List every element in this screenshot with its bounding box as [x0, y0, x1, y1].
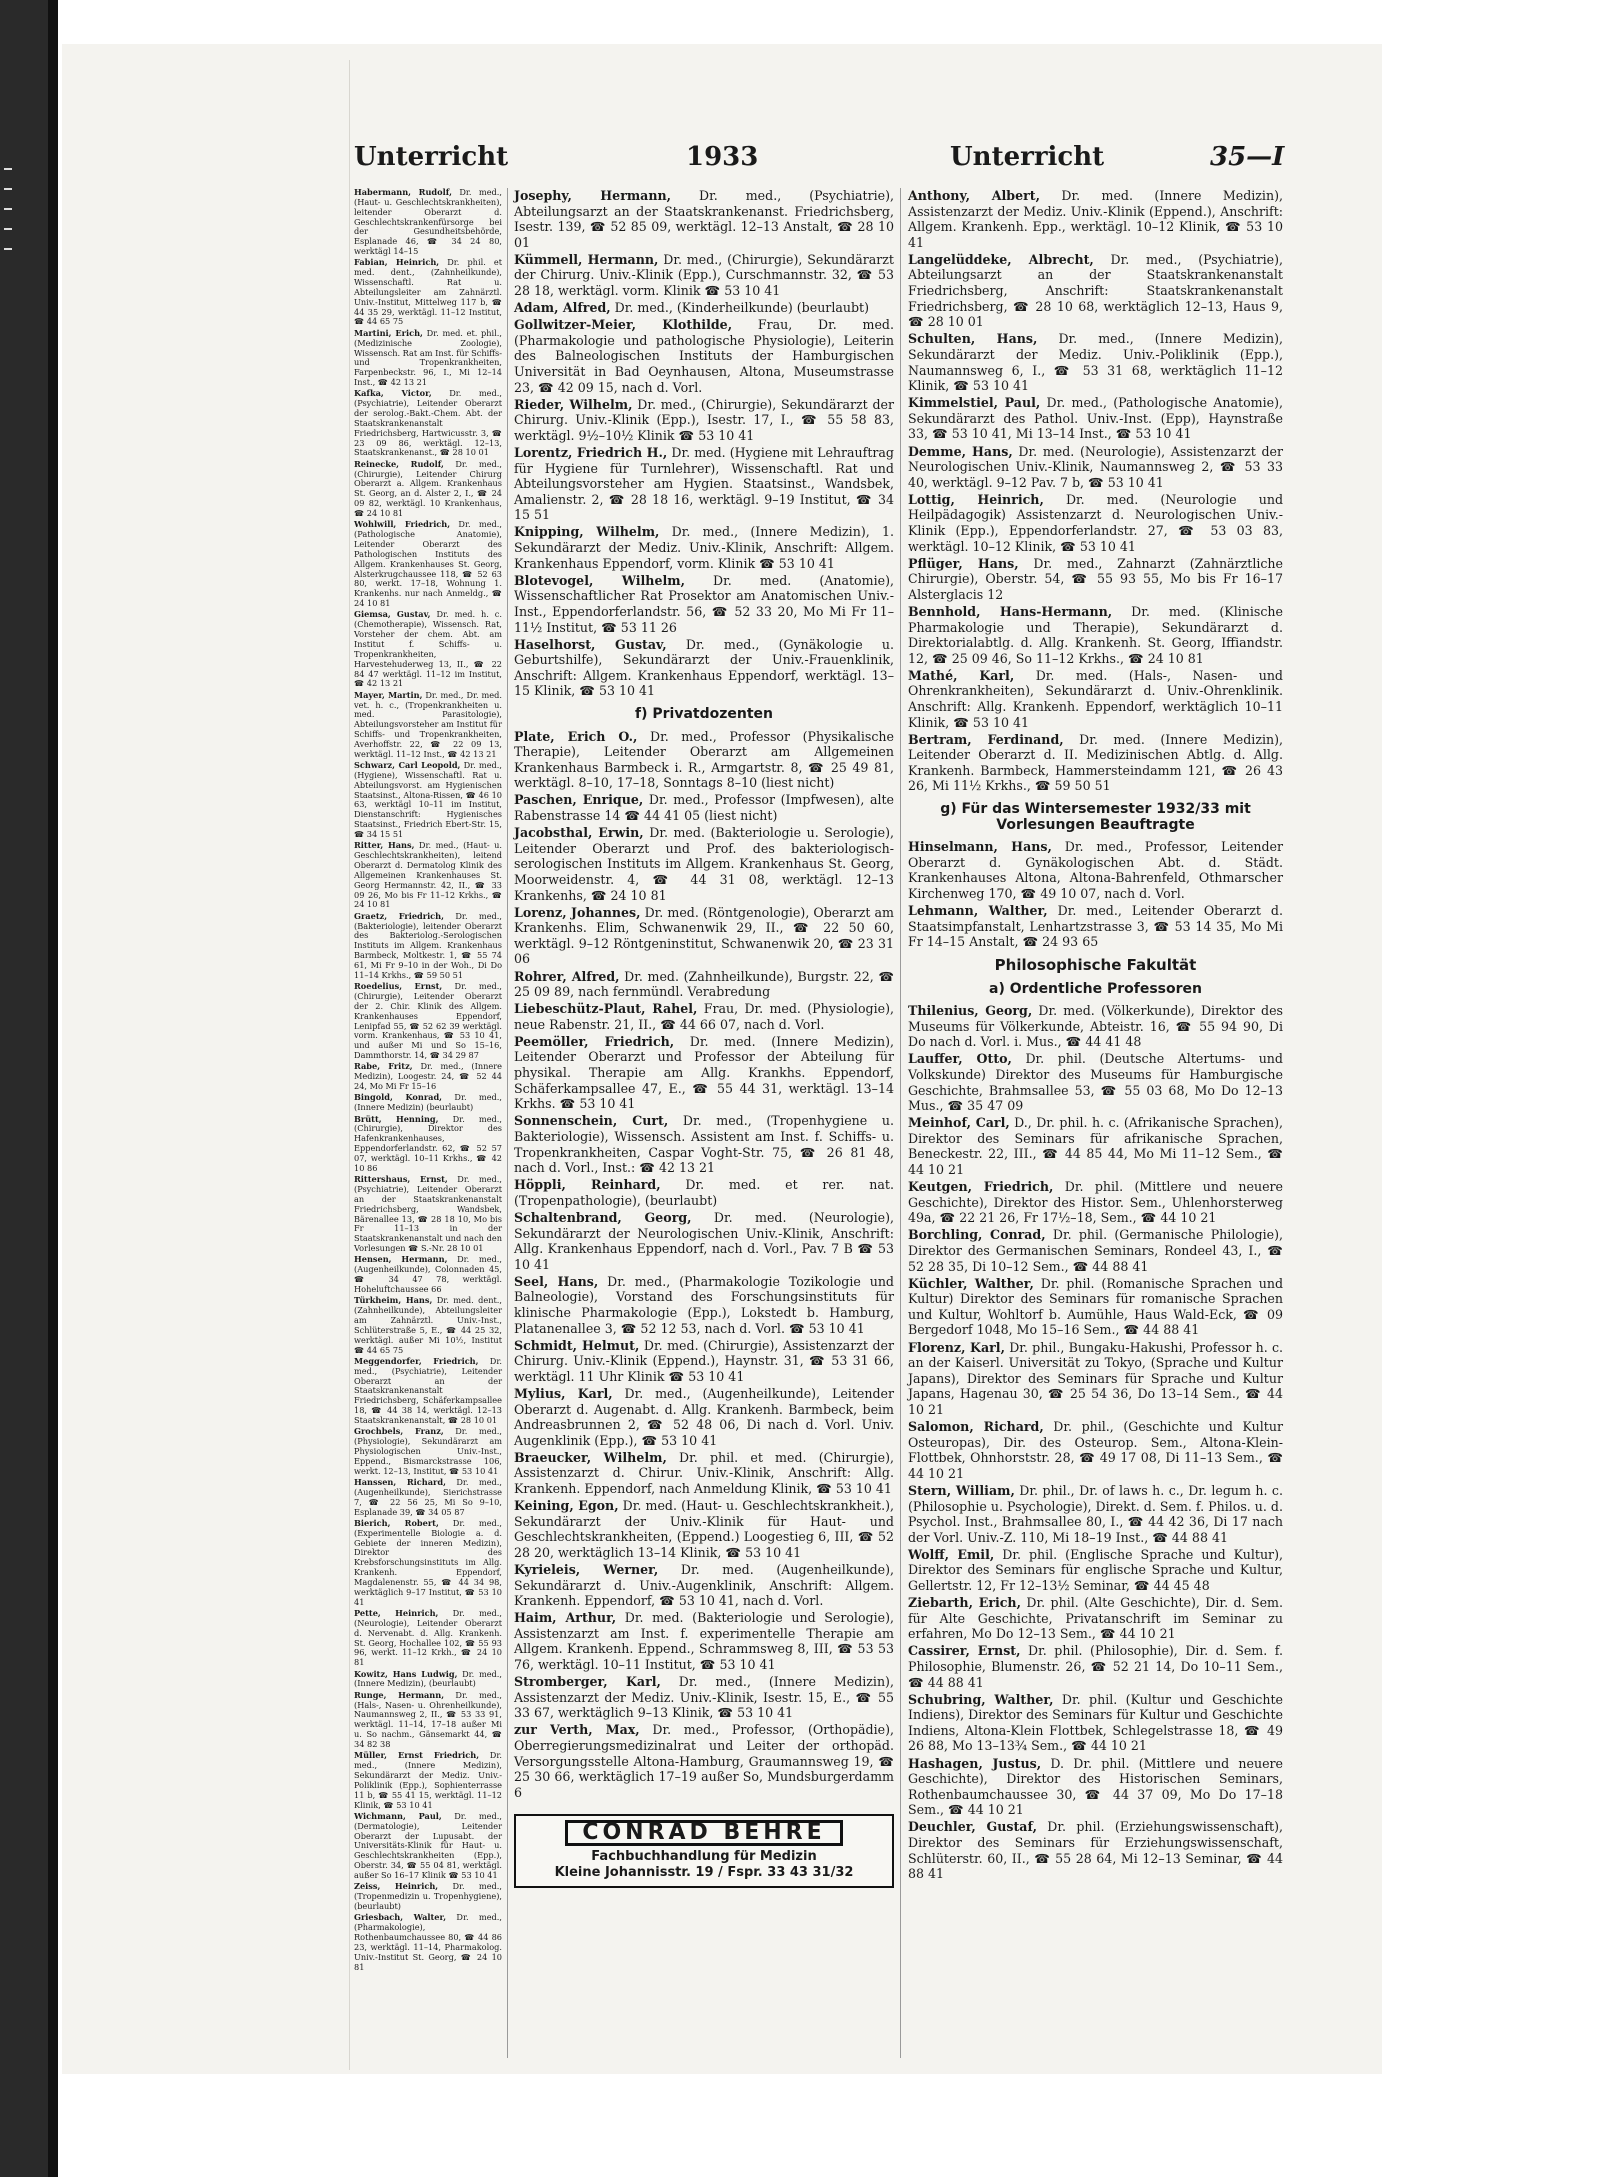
- directory-entry: [514, 397, 894, 444]
- entry-details: Dr. phil. (Mittlere und neuere Geschichte), Direktor des Histor. Sem., Uhlenhorsterweg 49a, ☎ 22 21 26, Fr 17½–18, Sem., ☎ 44 10 21: [908, 1179, 1284, 1226]
- entry-details: Dr. med. (Innere Medizin), Leitender Oberarzt und Professor der Abteilung für physikal. Therapie am Allg. Krankhs. Eppendorf, Schäferkampsallee 47, E., ☎ 55 44 31, werktägl. 13–14 Krkhs. ☎ 53 10 41: [514, 1033, 894, 1112]
- directory-entry: [514, 792, 894, 823]
- entry-name: Lottig, Heinrich,: [908, 491, 1044, 507]
- column-3: [908, 188, 1283, 1883]
- entry-details: Dr. med. (Haut- u. Geschlechtskrankheit.), Sekundärarzt der Univ.-Klinik für Haut- und Geschlechtskrankheiten, (Eppend.) Loogestieg 6, III, ☎ 52 28 20, werktäglich 13–14 Klinik, ☎ 53 10 41: [514, 1498, 894, 1560]
- entry-name: Kafka, Victor,: [354, 388, 432, 399]
- entry-details: Dr. med., (Tropenhygiene u. Bakteriologie), Wissensch. Assistent am Inst. f. Schiffs- u. Tropenkrankheiten, Caspar Voght-Str. 75, ☎ 26 81 48, nach d. Vorl., Inst.: ☎ 42 13 21: [514, 1113, 894, 1176]
- entry-details: Dr. med., (Tropenmedizin u. Tropenhygiene), (beurlaubt): [354, 1881, 502, 1911]
- entry-name: Wichmann, Paul,: [354, 1810, 442, 1821]
- entry-name: Griesbach, Walter,: [354, 1912, 447, 1923]
- scan-right-margin: [1382, 0, 1600, 2177]
- entry-name: Müller, Ernst Friedrich,: [354, 1750, 480, 1761]
- column-1: [354, 188, 502, 1974]
- entry-details: Dr. med., (Gynäkologie u. Geburtshilfe), Sekundärarzt der Univ.-Frauenklinik, Anschrift: Allgem. Krankenhaus Eppendorf, werktägl. 13–15 Klinik, ☎ 53 10 41: [514, 636, 895, 699]
- entry-name: Adam, Alfred,: [514, 300, 611, 316]
- entry-name: Bertram, Ferdinand,: [908, 731, 1064, 747]
- entry-name: Langelüddeke, Albrecht,: [908, 251, 1094, 267]
- page-number: 35—I: [1210, 142, 1285, 172]
- directory-entry: [908, 1340, 1283, 1418]
- entry-details: Dr. med. (Hygiene mit Lehrauftrag für Hygiene für Turnlehrer), Wissenschaftl. Rat und Abteilungsvorsteher am Hygien. Staatsinst., Wandsbek, Amalienstr. 2, ☎ 28 18 16, werktägl. 9–19 Institut, ☎ 34 15 51: [514, 445, 894, 523]
- entry-details: Dr. med., (Hals-, Nasen- u. Ohrenheilkunde), Naumannsweg 2, II., ☎ 53 33 91, werktägl. 11–14, 17–18 außer Mi u. So nachm., Gänsemarkt 44, ☎ 34 82 38: [354, 1689, 502, 1749]
- scan-edge: [48, 0, 58, 2177]
- directory-entry: [514, 1722, 894, 1800]
- directory-entry: [908, 668, 1283, 730]
- entry-name: Lorenz, Johannes,: [514, 904, 641, 920]
- entry-name: Stern, William,: [908, 1482, 1015, 1498]
- entry-name: Lauffer, Otto,: [908, 1051, 1012, 1067]
- directory-entry: [908, 1276, 1283, 1338]
- entry-details: Dr. med. (Augenheilkunde), Sekundärarzt d. Univ.-Augenklinik, Anschrift: Allgem. Krankenh. Eppendorf, ☎ 53 10 41, nach d. Vorl.: [514, 1561, 895, 1609]
- entry-details: Dr. phil. (Englische Sprache und Kultur), Direktor des Seminars für englische Sprache und Kultur, Gellertstr. 12, Fr 12–13½ Seminar, ☎ 44 45 48: [908, 1546, 1283, 1593]
- entry-details: Dr. med., (Pharmakologie Tozikologie und Balneologie), Vorstand des Forschungsinstituts für klinische Pharmakologie (Epp.), Lokstedt b. Hamburg, Platanenallee 3, ☎ 52 12 53, nach d. Vorl. ☎ 53 10 41: [514, 1273, 894, 1336]
- entry-name: Meinhof, Carl,: [908, 1115, 1010, 1131]
- entry-name: Kowitz, Hans Ludwig,: [354, 1668, 458, 1679]
- directory-entry: [354, 912, 502, 981]
- entry-details: Dr. phil. et med. (Chirurgie), Assistenzarzt d. Chirur. Univ.-Klinik, Anschrift: Allg. Krankenh. Eppendorf, nach Anmeldung Klinik, ☎ 53 10 41: [514, 1449, 894, 1496]
- entry-details: Dr. med., (Psychiatrie), Abteilungsarzt an der Staatskrankenanst. Friedrichsberg, Isestr. 139, ☎ 52 85 09, werktägl. 12–13 Anstalt, ☎ 28 10 01: [514, 188, 894, 250]
- directory-entry: [514, 252, 894, 299]
- entry-details: Dr. med., (Pathologische Anatomie), Sekundärarzt des Pathol. Univ.-Inst. (Epp), Haynstraße 33, ☎ 53 10 41, Mi 13–14 Inst., ☎ 53 10 41: [908, 395, 1283, 442]
- entry-name: Martini, Erich,: [354, 327, 423, 338]
- entry-name: Rohrer, Alfred,: [514, 968, 620, 984]
- directory-entry: [354, 610, 502, 689]
- directory-entry: [354, 258, 502, 327]
- directory-entry: [514, 1210, 894, 1272]
- directory-entry: [908, 188, 1283, 250]
- entry-details: Dr. med. (Bakteriologie und Serologie), Assistenzarzt am Inst. f. experimentelle Therapie am Allgem. Krankenh. Eppend., Schrammsweg 8, III, ☎ 53 53 76, werktägl. 10–11 Institut, ☎ 53 10 41: [514, 1610, 894, 1673]
- entry-details: Dr. med. (Röntgenologie), Oberarzt am Krankenhs. Elim, Schwanenwik 29, II., ☎ 22 50 60, werktägl. 9–12 Röntgeninstitut, Schwanenwik 20, ☎ 23 31 06: [514, 904, 894, 967]
- entry-name: Lorentz, Friedrich H.,: [514, 445, 668, 460]
- directory-entry: [354, 841, 502, 910]
- entry-details: Dr. med., (Bakteriologie), leitender Oberarzt des Bakteriolog.-Serologischen Instituts im Allgem. Krankenhaus Barmbeck, Moltkestr. 1, ☎ 55 74 61, Mi Fr 9–10 in der Woh., Di Do 11–14 Krkhs., ☎ 59 50 51: [354, 910, 502, 980]
- directory-entry: [908, 1003, 1283, 1050]
- entry-details: Dr. med. (Völkerkunde), Direktor des Museums für Völkerkunde, Abteistr. 16, ☎ 55 94 90, Di Do nach d. Vorl. i. Mus., ☎ 44 41 48: [908, 1003, 1283, 1050]
- entry-details: Dr. med., (Innere Medizin), Loogestr. 24, ☎ 52 44 24, Mo Mi Fr 15–16: [354, 1061, 502, 1092]
- entry-name: Roedelius, Ernst,: [354, 981, 443, 992]
- entry-name: Seel, Hans,: [514, 1273, 599, 1289]
- entry-name: Blotevogel, Wilhelm,: [514, 572, 685, 588]
- entry-details: Dr. phil., Dr. of laws h. c., Dr. legum h. c. (Philosophie u. Psychologie), Direkt. d. Sem. f. Philos. u. d. Psychol. Inst., Brahmsallee 80, I., ☎ 44 42 36, Di 17 nach der Vorl. Univ.-Z. 110, Mi 18–19 Inst., ☎ 44 88 41: [908, 1482, 1283, 1545]
- entry-details: Dr. med. dent., (Zahnheilkunde), Abteilungsleiter am Zahnärztl. Univ.-Inst., Schlüterstraße 5, E., ☎ 44 25 32, werktägl. außer Mi 10½, Institut ☎ 44 65 75: [354, 1295, 502, 1355]
- directory-entry: [514, 1498, 894, 1560]
- entry-name: Runge, Hermann,: [354, 1689, 445, 1700]
- entry-details: Dr. med. (Anatomie), Wissenschaftlicher Rat Prosektor am Anatomischen Univ.-Inst., Eppendorferlandstr. 56, ☎ 52 33 20, Mo Mi Fr 11–11½ Institut, ☎ 53 11 26: [514, 572, 894, 635]
- entry-details: D. Dr. phil. (Mittlere und neuere Geschichte), Direktor des Historischen Seminars, Rothenbaumchaussee 30, ☎ 44 37 09, Mo Do 17–18 Sem., ☎ 44 10 21: [908, 1755, 1283, 1818]
- directory-entry: [908, 331, 1283, 393]
- entry-name: Rittershaus, Ernst,: [354, 1174, 448, 1185]
- entry-details: Dr. med., (Pharmakologie), Rothenbaumchaussee 80, ☎ 44 86 23, werktägl. 11–14, Pharmakolog. Univ.-Institut St. Georg, ☎ 24 10 81: [354, 1912, 502, 1972]
- entry-details: Dr. med., Dr. med. vet. h. c., (Tropenkrankheiten u. med. Parasitologie), Abteilungsvorsteher am Institut für Schiffs- und Tropenkrankheiten, Averhoffstr. 22, ☎ 22 09 13, werktägl. 11–12 Inst., ☎ 42 13 21: [354, 689, 502, 759]
- directory-entry: [514, 729, 894, 791]
- directory-entry: [514, 1177, 894, 1208]
- entry-details: Dr. med., Professor (Impfwesen), alte Rabenstrasse 14 ☎ 44 41 05 (liest nicht): [514, 792, 894, 824]
- directory-entry: [514, 1113, 894, 1175]
- entry-name: Bierich, Robert,: [354, 1517, 439, 1528]
- entry-name: Florenz, Karl,: [908, 1339, 1005, 1355]
- entry-details: Dr. phil., Bungaku-Hakushi, Professor h. c. an der Kaiserl. Universität zu Tokyo, (Sprache und Kultur Japans), Direktor des Seminars für Sprache und Kultur Japans, Hagenau 30, ☎ 25 54 36, Do 13–14 Sem., ☎ 44 10 21: [908, 1339, 1284, 1417]
- entry-details: Dr. med. et. phil., (Medizinische Zoologie), Wissensch. Rat am Inst. für Schiffs- und Tropenkrankheiten, Farpenbeckstr. 96, I., Mi 12–14 Inst., ☎ 42 13 21: [354, 327, 502, 388]
- entry-details: Dr. med. et rer. nat. (Tropenpathologie), (beurlaubt): [514, 1177, 894, 1208]
- entry-details: Dr. med. (Neurologie und Heilpädagogik) Assistenzarzt d. Neurologischen Univ.-Klinik (Epp.), Eppendorferlandstr. 27, ☎ 53 03 83, werktägl. 10–12 Klinik, ☎ 53 10 41: [908, 491, 1283, 554]
- directory-entry: [354, 1255, 502, 1294]
- entry-name: Wolff, Emil,: [908, 1546, 995, 1562]
- entry-details: D., Dr. phil. h. c. (Afrikanische Sprachen), Direktor des Seminars für afrikanische Sprachen, Beneckestr. 22, III., ☎ 44 85 44, Mo Mi 11–12 Sem., ☎ 44 10 21: [908, 1115, 1284, 1178]
- directory-entry: [354, 1691, 502, 1750]
- entry-details: Dr. med., (Chirurgie), Leitender Oberarzt der 2. Chir. Klinik des Allgem. Krankenhauses Eppendorf, Lenipfad 55, ☎ 52 62 39 werktägl. vorm. Krankenhaus, ☎ 53 10 41, und außer Mi und So 15–16, Dammthorstr. 14, ☎ 34 29 87: [354, 981, 502, 1061]
- directory-entry: [354, 1670, 502, 1690]
- entry-name: Hashagen, Justus,: [908, 1755, 1042, 1771]
- entry-details: Dr. med., (Hygiene), Wissenschaftl. Rat u. Abteilungsvorst. am Hygienischen Staatsinst., Altona-Rissen, ☎ 46 10 63, werktägl 10–11 im Institut, Dienstanschrift: Hygienisches Staatsinst., Friedrich Ebert-Str. 15, ☎ 34 15 51: [354, 760, 502, 839]
- entry-name: Schmidt, Helmut,: [514, 1337, 640, 1353]
- entry-details: Dr. med., (Psychiatrie), Abteilungsarzt an der Staatskrankenanstalt Friedrichsberg, Anschrift: Staatskrankenanstalt Friedrichsberg, ☎ 28 10 68, werktäglich 12–13, Haus 9, ☎ 28 10 01: [908, 251, 1283, 330]
- entry-name: Schwarz, Carl Leopold,: [354, 760, 461, 771]
- directory-entry: [354, 1115, 502, 1174]
- directory-entry: [354, 1519, 502, 1608]
- entry-name: Habermann, Rudolf,: [354, 187, 452, 197]
- entry-details: Dr. med., Professor (Physikalische Therapie), Leitender Oberarzt am Allgemeinen Krankenhaus Barmbeck i. R., Armgartstr. 8, ☎ 25 49 81, werktägl. 8–10, 17–18, Sonntags 8–10 (liest nicht): [514, 728, 894, 791]
- entry-name: Keining, Egon,: [514, 1498, 619, 1514]
- entry-details: Dr. med., Professor, (Orthopädie), Oberregierungsmedizinalrat und Leiter der orthopäd. Versorgungsstelle Altona-Hamburg, Graumannsweg 19, ☎ 25 30 66, werktäglich 17–19 außer So, Mundsburgerdamm 6: [514, 1722, 894, 1800]
- section-heading: a) Ordentliche Professoren: [989, 980, 1202, 997]
- entry-details: Dr. med., (Innere Medizin), Sekundärarzt der Mediz. Univ.-Poliklinik (Epp.), Naumannsweg 6, I., ☎ 53 31 68, werktäglich 11–12 Klinik, ☎ 53 10 41: [908, 331, 1283, 394]
- directory-entry: [354, 1175, 502, 1254]
- entry-name: Rabe, Fritz,: [354, 1061, 413, 1072]
- entry-details: Dr. med., (Augenheilkunde), Leitender Oberarzt d. Augenabt. d. Allg. Krankenh. Barmbeck, beim Andreasbrunnen 2, ☎ 52 48 06, Di nach d. Vorl. Univ. Augenklinik (Epp.), ☎ 53 10 41: [514, 1385, 894, 1448]
- entry-name: Schaltenbrand, Georg,: [514, 1209, 692, 1225]
- directory-entry: [908, 1643, 1283, 1690]
- entry-details: Dr. med. (Zahnheilkunde), Burgstr. 22, ☎ 25 09 89, nach fernmündl. Verabredung: [514, 968, 895, 1000]
- entry-name: Peemöller, Friedrich,: [514, 1033, 675, 1049]
- directory-entry: [514, 1034, 894, 1112]
- entry-details: Dr. med., (Psychiatrie), Leitender Oberarzt an der Staatskrankenanstalt Friedrichsberg, Schäferkampsallee 18, ☎ 44 38 14, werktägl. 12–13 Staatskrankenanstalt, ☎ 28 10 01: [354, 1355, 502, 1425]
- directory-entry: [908, 1692, 1283, 1754]
- entry-name: Hinselmann, Hans,: [908, 839, 1052, 855]
- entry-details: Dr. med., (Augenheilkunde), Colonnaden 45, ☎ 34 47 78, werktägl. Hoheluftchaussee 66: [354, 1254, 502, 1294]
- directory-entry: [908, 1483, 1283, 1545]
- entry-details: Dr. med., (Chirurgie), Direktor des Hafenkrankenhauses, Eppendorferlandstr. 62, ☎ 52 57 07, werktägl. 10–11 Krkhs., ☎ 42 10 86: [354, 1113, 502, 1173]
- directory-entry: [354, 1478, 502, 1517]
- entry-name: Ziebarth, Erich,: [908, 1595, 1021, 1611]
- directory-entry: [908, 252, 1283, 330]
- directory-entry: [354, 1357, 502, 1426]
- entry-name: Fabian, Heinrich,: [354, 257, 440, 268]
- entry-details: Dr. med. (Neurologie), Assistenzarzt der Neurologischen Univ.-Klinik, Naumannsweg 2, ☎ 53 33 40, werktägl. 9–12 Pav. 7 b, ☎ 53 10 41: [908, 443, 1283, 490]
- directory-entry: [354, 1296, 502, 1355]
- header-right-title: Unterricht: [950, 142, 1105, 172]
- entry-details: Dr. med. (Neurologie), Sekundärarzt der Neurologischen Univ.-Klinik, Anschrift: Allg. Krankenhaus Eppendorf, nach d. Vorl., Pav. 7 B ☎ 53 10 41: [514, 1209, 894, 1272]
- entry-details: Dr. phil., (Geschichte und Kultur Osteuropas), Dir. des Osteurop. Sem., Altona-Klein-Flottbek, Ohnhorststr. 28, ☎ 49 17 08, Di 11–13 Sem., ☎ 44 10 21: [908, 1419, 1283, 1481]
- entry-details: Dr. med., (Neurologie), Leitender Oberarzt d. Nervenabt. d. Allg. Krankenh. St. Georg, Hochallee 102, ☎ 55 93 96, werkt. 11–12 Krkh., ☎ 24 10 81: [354, 1607, 502, 1668]
- directory-entry: [354, 1609, 502, 1668]
- entry-details: Dr. med., (Physiologie), Sekundärarzt am Physiologischen Univ.-Inst., Eppend., Bismarckstrasse 106, werkt. 12–13, Institut, ☎ 53 10 41: [354, 1426, 502, 1476]
- directory-entry: [908, 839, 1283, 901]
- entry-name: Wohlwill, Friedrich,: [354, 519, 451, 530]
- section-heading: g) Für das Wintersemester 1932/33 mit Vorlesungen Beauftragte: [940, 801, 1251, 833]
- directory-entry: [354, 1882, 502, 1912]
- directory-entry: [514, 969, 894, 1000]
- directory-entry: [354, 761, 502, 840]
- directory-entry: [354, 389, 502, 458]
- directory-entry: [354, 1812, 502, 1881]
- entry-details: Dr. med., (Experimentelle Biologie a. d. Gebiete der inneren Medizin), Direktor des Krebsforschungsinstituts im Allg. Krankenh. Eppendorf, Magdalenenstr. 55, ☎ 44 34 98, werktäglich 9–17 Institut, ☎ 53 10 41: [354, 1517, 502, 1607]
- directory-entry: [514, 1274, 894, 1336]
- entry-name: Hensen, Hermann,: [354, 1254, 448, 1265]
- entry-details: Dr. med., (Dermatologie), Leitender Oberarzt der Lupusabt. der Universitäts-Klinik für Haut- u. Geschlechtskrankheiten (Epp.), Oberstr. 34, ☎ 55 04 81, werktägl. außer So 16–17 Klinik ☎ 53 10 41: [354, 1810, 502, 1880]
- directory-entry: [354, 691, 502, 760]
- entry-name: zur Verth, Max,: [514, 1722, 640, 1738]
- directory-entry: [354, 982, 502, 1061]
- directory-entry: [908, 1419, 1283, 1481]
- entry-details: Dr. med., (Chirurgie), Sekundärarzt der Chirurg. Univ.-Klinik (Epp.), Isestr. 17, I., ☎ 55 58 83, werktägl. 9½–10½ Klinik ☎ 53 10 41: [514, 396, 894, 443]
- directory-entry: [514, 1674, 894, 1721]
- entry-details: Dr. med., Leitender Oberarzt d. Staatsimpfanstalt, Lenhartzstrasse 3, ☎ 53 14 35, Mo Mi Fr 14–15 Anstalt, ☎ 24 93 65: [908, 903, 1283, 950]
- directory-entry: [908, 1547, 1283, 1594]
- entry-name: Graetz, Friedrich,: [354, 910, 444, 921]
- entry-name: Jacobsthal, Erwin,: [514, 825, 644, 841]
- entry-details: Dr. med., (Pathologische Anatomie), Leitender Oberarzt des Pathologischen Instituts des Allgem. Krankenhauses St. Georg, Alsterkrugchaussee 118, ☎ 52 63 80, werkt. 17–18, Wohnung 1. Krankenhs. nur nach Anmeldg., ☎ 24 10 81: [354, 519, 502, 609]
- directory-entry: [908, 444, 1283, 491]
- directory-entry: [514, 1450, 894, 1497]
- section-heading: f) Privatdozenten: [635, 706, 773, 722]
- entry-details: Dr. med., (Haut- u. Geschlechtskrankheiten), leitend Oberarzt d. Dermatolog Klinik des Allgemeinen Krankenhauses St. Georg Hermannstr. 42, II., ☎ 33 09 26, Mo bis Fr 11–12 Krkhs., ☎ 24 10 81: [354, 840, 502, 910]
- directory-entry: [908, 732, 1283, 794]
- entry-details: Frau, Dr. med. (Pharmakologie und pathologische Physiologie), Leiterin des Balneologischen Instituts der Hamburgischen Universität in Bad Oeynhausen, Altona, Museumstrasse 23, ☎ 42 09 15, nach d. Vorl.: [514, 317, 894, 395]
- directory-entry: [354, 1093, 502, 1113]
- directory-entry: [908, 492, 1283, 554]
- entry-name: Thilenius, Georg,: [908, 1003, 1033, 1019]
- directory-entry: [908, 604, 1283, 666]
- entry-details: Dr. phil. (Erziehungswissenschaft), Direktor des Seminars für Erziehungswissenschaft, Schlüterstr. 60, II., ☎ 55 28 64, Mi 12–13 Seminar, ☎ 44 88 41: [908, 1819, 1284, 1882]
- entry-name: Küchler, Walther,: [908, 1275, 1034, 1291]
- entry-name: Bingold, Konrad,: [354, 1092, 443, 1103]
- entry-details: Dr. phil. (Deutsche Altertums- und Volkskunde) Direktor des Museums für Hamburgische Geschichte, Brahmsallee 53, ☎ 55 03 68, Mo Do 12–13 Mus., ☎ 35 47 09: [908, 1051, 1283, 1114]
- entry-name: Türkheim, Hans,: [354, 1295, 433, 1306]
- directory-entry: [354, 329, 502, 388]
- directory-entry: [514, 317, 894, 395]
- directory-entry: [514, 445, 894, 523]
- entry-details: Dr. phil. (Philosophie), Dir. d. Sem. f. Philosophie, Blumenstr. 26, ☎ 52 21 14, Do 10–11 Sem., ☎ 44 88 41: [908, 1643, 1284, 1690]
- entry-name: Sonnenschein, Curt,: [514, 1113, 669, 1129]
- entry-name: Deuchler, Gustaf,: [908, 1819, 1037, 1835]
- entry-details: Dr. med., (Haut- u. Geschlechtskrankheiten), leitender Oberarzt d. Geschlechtskrankenfürsorge bei der Gesundheitsbehörde, Esplanade 46, ☎ 34 24 80, werktägl 14–15: [354, 187, 502, 257]
- column-divider-1: [507, 188, 508, 2058]
- entry-name: Haselhorst, Gustav,: [514, 636, 667, 652]
- entry-details: Dr. phil. (Kultur und Geschichte Indiens), Direktor des Seminars für Kultur und Geschichte Indiens, Altona-Klein Flottbek, Schlegelstrasse 18, ☎ 49 26 88, Mo 13–13¾ Sem., ☎ 44 10 21: [908, 1691, 1283, 1754]
- directory-entry: [514, 188, 894, 250]
- entry-name: Knipping, Wilhelm,: [514, 524, 660, 540]
- entry-name: Paschen, Enrique,: [514, 792, 644, 808]
- header-left-title: Unterricht: [354, 142, 509, 172]
- scan-left-border: [0, 0, 58, 2177]
- directory-entry: [908, 1179, 1283, 1226]
- directory-entry: [514, 1338, 894, 1385]
- directory-entry: [514, 1386, 894, 1448]
- entry-name: Höppli, Reinhard,: [514, 1177, 661, 1193]
- entry-name: Stromberger, Karl,: [514, 1674, 661, 1690]
- entry-name: Braeucker, Wilhelm,: [514, 1449, 667, 1465]
- header-year: 1933: [686, 142, 759, 172]
- entry-name: Mylius, Karl,: [514, 1385, 613, 1401]
- directory-entry: [514, 1001, 894, 1032]
- entry-name: Kimmelstiel, Paul,: [908, 395, 1041, 411]
- entry-details: Dr. med., (Innere Medizin), (beurlaubt): [354, 1668, 502, 1689]
- entry-name: Mayer, Martin,: [354, 689, 423, 700]
- entry-details: Dr. med. h. c. (Chemotherapie), Wissensch. Rat, Vorsteher der chem. Abt. am Institut f. Schiffs- u. Tropenkrankheiten, Harvestehuderweg 13, II., ☎ 22 84 47 werktägl. 11–12 im Institut, ☎ 42 13 21: [354, 609, 502, 689]
- entry-name: Pette, Heinrich,: [354, 1607, 439, 1618]
- entry-details: Dr. med., (Chirurgie), Sekundärarzt der Chirurg. Univ.-Klinik (Epp.), Curschmannstr. 32, ☎ 53 28 18, werktägl. vorm. Klinik ☎ 53 10 41: [514, 251, 894, 299]
- entry-name: Brütt, Henning,: [354, 1113, 439, 1124]
- entry-details: Dr. med., Zahnarzt (Zahnärztliche Chirurgie), Oberstr. 54, ☎ 55 93 55, Mo bis Fr 16–17 Alsterglacis 12: [908, 555, 1283, 602]
- entry-details: Dr. med. (Hals-, Nasen- und Ohrenkrankheiten), Sekundärarzt d. Univ.-Ohrenklinik. Anschrift: Allg. Krankenh. Eppendorf, werktäglich 10–11 Klinik, ☎ 53 10 41: [908, 667, 1283, 730]
- section-heading: Philosophische Fakultät: [994, 955, 1197, 974]
- directory-entry: [354, 1427, 502, 1476]
- directory-entry: [354, 1062, 502, 1092]
- advertisement-box: [514, 1814, 894, 1888]
- entry-details: Dr. phil. (Alte Geschichte), Dir. d. Sem. für Alte Geschichte, Privatanschrift im Seminar zu erfahren, Mo Do 12–13 Sem., ☎ 44 10 21: [908, 1595, 1283, 1642]
- column-divider-2: [900, 188, 901, 2058]
- entry-name: Plate, Erich O.,: [514, 728, 638, 744]
- entry-details: Dr. med., (Psychiatrie), Leitender Oberarzt der serolog.-Bakt.-Chem. Abt. der Staatskrankenanstalt Friedrichsberg, Hartwicusstr. 3, ☎ 23 09 86, werktägl. 12–13, Staatskrankenanst., ☎ 28 10 01: [354, 388, 502, 458]
- entry-details: Dr. med. (Innere Medizin), Assistenzarzt der Mediz. Univ.-Klinik (Eppend.), Anschrift: Allgem. Krankenh. Epp., werktägl. 10–12 Klinik, ☎ 53 10 41: [908, 188, 1283, 250]
- entry-name: Borchling, Conrad,: [908, 1227, 1046, 1243]
- entry-name: Liebeschütz-Plaut, Rahel,: [514, 1001, 698, 1017]
- entry-name: Kyrieleis, Werner,: [514, 1561, 659, 1577]
- entry-name: Reinecke, Rudolf,: [354, 458, 444, 469]
- entry-name: Zeiss, Heinrich,: [354, 1881, 439, 1892]
- directory-entry: [354, 1751, 502, 1810]
- entry-name: Meggendorfer, Friedrich,: [354, 1355, 479, 1366]
- entry-details: Dr. med., Professor, Leitender Oberarzt d. Gynäkologischen Abt. d. Städt. Krankenhauses Altona, Altona-Bahrenfeld, Othmarscher Kirchenweg 170, ☎ 49 10 07, nach d. Vorl.: [908, 839, 1283, 902]
- directory-entry: [908, 556, 1283, 603]
- entry-name: Mathé, Karl,: [908, 667, 1015, 683]
- entry-details: Frau, Dr. med. (Physiologie), neue Rabenstr. 21, II., ☎ 44 66 07, nach d. Vorl.: [514, 1001, 894, 1032]
- entry-name: Anthony, Albert,: [908, 188, 1040, 203]
- directory-entry: [908, 1051, 1283, 1113]
- entry-details: Dr. med., (Psychiatrie), Leitender Oberarzt an der Staatskrankenanstalt Friedrichsberg, Wandsbek, Bärenallee 13, ☎ 28 18 10, Mo bis Fr 11–13 in der Staatskrankenanstalt und nach den Vorlesungen ☎ S.-Nr. 28 10 01: [354, 1174, 502, 1254]
- entry-name: Josephy, Hermann,: [514, 188, 672, 203]
- entry-name: Giemsa, Gustav,: [354, 609, 431, 620]
- entry-details: Dr. med., (Innere Medizin) (beurlaubt): [354, 1092, 502, 1113]
- entry-name: Cassirer, Ernst,: [908, 1643, 1021, 1659]
- directory-entry: [354, 1913, 502, 1972]
- entry-details: Dr. med., (Augenheilkunde), Sierichstrasse 7, ☎ 22 56 25, Mi So 9–10, Esplanade 39, ☎ 34 05 87: [354, 1477, 502, 1517]
- directory-entry: [514, 905, 894, 967]
- directory-entry: [908, 1819, 1283, 1881]
- entry-name: Keutgen, Friedrich,: [908, 1179, 1054, 1195]
- directory-entry: [514, 573, 894, 635]
- ad-address: Kleine Johannisstr. 19 / Fspr. 33 43 31/32: [554, 1864, 854, 1880]
- directory-entry: [514, 524, 894, 571]
- entry-name: Kümmell, Hermann,: [514, 251, 659, 267]
- directory-entry: [908, 1115, 1283, 1177]
- entry-details: Dr. med. (Innere Medizin), Leitender Oberarzt d. II. Medizinischen Abtlg. d. Allg. Krankenh. Barmbeck, Hammersteindamm 121, ☎ 26 43 26, Mi 11½ Krkhs., ☎ 59 50 51: [908, 731, 1284, 794]
- entry-name: Gollwitzer-Meier, Klothilde,: [514, 317, 733, 333]
- entry-details: Dr. med., (Innere Medizin), Sekundärarzt der Mediz. Univ.-Poliklinik (Epp.), Sophienterrasse 11 b, ☎ 55 41 15, werktägl. 11–12 Klinik, ☎ 53 10 41: [354, 1750, 502, 1810]
- ad-subtitle: Fachbuchhandlung für Medizin: [591, 1848, 817, 1864]
- directory-entry: [908, 1756, 1283, 1818]
- entry-details: Dr. med., (Kinderheilkunde) (beurlaubt): [610, 300, 870, 316]
- entry-details: Dr. med. (Chirurgie), Assistenzarzt der Chirurg. Univ.-Klinik (Eppend.), Haynstr. 31, ☎ 53 31 66, werktägl. 11 Uhr Klinik ☎ 53 10 41: [514, 1337, 894, 1384]
- entry-name: Grochbels, Franz,: [354, 1426, 444, 1437]
- directory-entry: [908, 1595, 1283, 1642]
- entry-details: Dr. med., (Innere Medizin), Assistenzarzt der Mediz. Univ.-Klinik, Isestr. 15, E., ☎ 55 33 67, werktäglich 9–13 Klinik, ☎ 53 10 41: [514, 1674, 894, 1721]
- directory-entry: [514, 1610, 894, 1672]
- directory-entry: [354, 520, 502, 609]
- entry-name: Schubring, Walther,: [908, 1691, 1054, 1707]
- directory-entry: [514, 300, 894, 316]
- entry-name: Pflüger, Hans,: [908, 555, 1019, 571]
- entry-name: Rieder, Wilhelm,: [514, 396, 633, 412]
- entry-details: Dr. phil. (Germanische Philologie), Direktor des Germanischen Seminars, Rondeel 43, I., ☎ 52 28 35, Di 10–12 Sem., ☎ 44 88 41: [908, 1227, 1283, 1274]
- directory-entry: [908, 1227, 1283, 1274]
- directory-entry: [908, 903, 1283, 950]
- entry-name: Bennhold, Hans-Hermann,: [908, 603, 1113, 619]
- entry-details: Dr. phil. et med. dent., (Zahnheilkunde), Wissenschaftl. Rat u. Abteilungsleiter am Zahnärztl. Univ.-Institut, Mittelweg 117 b, ☎ 44 35 29, werktägl. 11–12 Institut, ☎ 44 65 75: [354, 257, 502, 327]
- spine-marks: [4, 150, 14, 450]
- entry-name: Demme, Hans,: [908, 443, 1013, 459]
- entry-name: Ritter, Hans,: [354, 840, 415, 851]
- entry-details: Dr. med. (Klinische Pharmakologie und Therapie), Sekundärarzt d. Direktorialabtlg. d. Allg. Krankenh. St. Georg, Iffiandstr. 12, ☎ 25 09 46, So 11–12 Krkhs., ☎ 24 10 81: [908, 603, 1283, 666]
- entry-details: Dr. med., (Innere Medizin), 1. Sekundärarzt der Mediz. Univ.-Klinik, Anschrift: Allgem. Krankenhaus Eppendorf, vorm. Klinik ☎ 53 10 41: [514, 524, 894, 571]
- entry-details: Dr. phil. (Romanische Sprachen und Kultur) Direktor des Seminars für romanische Sprachen und Kultur, Wohltorf b. Aumühle, Haus Wald-Eck, ☎ 09 Bergedorf 1048, Mo 15–16 Sem., ☎ 44 88 41: [908, 1275, 1284, 1338]
- directory-entry: [908, 395, 1283, 442]
- ad-company-name: CONRAD BEHRE: [565, 1820, 842, 1846]
- entry-name: Salomon, Richard,: [908, 1419, 1044, 1435]
- entry-name: Schulten, Hans,: [908, 331, 1038, 347]
- entry-details: Dr. med., (Chirurgie), Leitender Chirurg Oberarzt a. Allgem. Krankenhaus St. Georg, an d. Alster 2, I., ☎ 24 09 82, werktägl. 10 Krankenhaus, ☎ 24 10 81: [354, 458, 502, 518]
- column-2: [514, 188, 894, 1888]
- directory-entry: [354, 460, 502, 519]
- directory-entry: [514, 825, 894, 903]
- directory-entry: [514, 1562, 894, 1609]
- entry-name: Hanssen, Richard,: [354, 1477, 446, 1487]
- entry-name: Haim, Arthur,: [514, 1610, 617, 1626]
- directory-entry: [354, 188, 502, 257]
- entry-name: Lehmann, Walther,: [908, 903, 1048, 919]
- entry-details: Dr. med. (Bakteriologie u. Serologie), Leitender Oberarzt und Prof. des bakteriologisch-serologischen Instituts im Allgem. Krankenhaus St. Georg, Moorweidenstr. 4, ☎ 44 31 08, werktägl. 12–13 Krankenhs, ☎ 24 10 81: [514, 825, 895, 903]
- directory-entry: [514, 637, 894, 699]
